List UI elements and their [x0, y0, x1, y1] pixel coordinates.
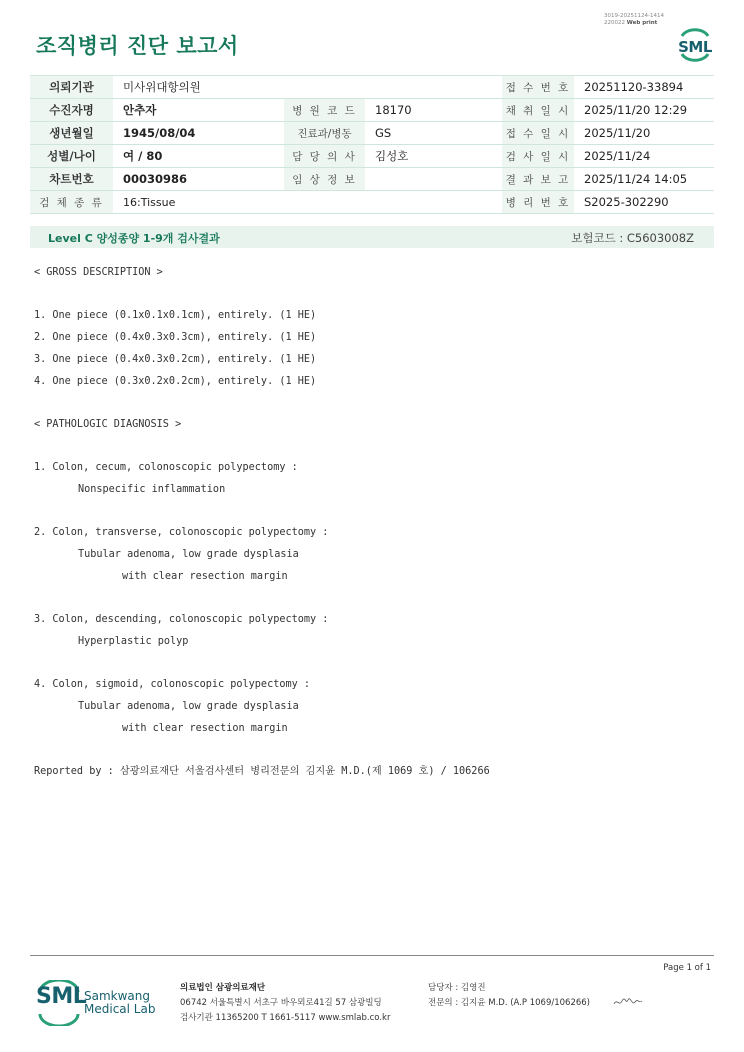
logo-line2: Medical Lab	[84, 1002, 156, 1016]
diagnosis-site: 3. Colon, descending, colonoscopic polypectomy :	[34, 614, 329, 626]
table-row	[30, 191, 714, 214]
gross-item: 3. One piece (0.4x0.3x0.2cm), entirely. (1 HE)	[34, 353, 317, 365]
path-no-label: 병 리 번 호	[502, 191, 574, 214]
hospital-code-label: 병 원 코 드	[284, 99, 365, 122]
page-number: Page 1 of 1	[663, 963, 711, 973]
dept-value: GS	[365, 122, 502, 145]
dept-label: 진료과/병동	[284, 122, 365, 145]
diagnosis-site: 4. Colon, sigmoid, colonoscopic polypectomy :	[34, 679, 311, 691]
table-row	[30, 99, 714, 122]
clinical-value	[365, 168, 502, 191]
band-title: Level C 양성종양 1-9개 검사결과	[48, 232, 220, 245]
patient-info-table	[30, 75, 714, 214]
specialist: 전문의 : 김지윤 M.D. (A.P 1069/106266)	[428, 998, 590, 1008]
specimen-value: 16:Tissue	[113, 191, 502, 214]
specimen-label: 검 체 종 류	[30, 191, 113, 214]
report-title: 조직병리 진단 보고서	[36, 34, 239, 58]
collect-date-label: 채 취 일 시	[502, 99, 574, 122]
gross-item: 1. One piece (0.1x0.1x0.1cm), entirely. (1 HE)	[34, 310, 317, 322]
requester-value: 미사위대항의원	[113, 76, 502, 99]
reported-by: Reported by : 삼광의료재단 서울검사센터 병리전문의 김지윤 M.D.(제 1069 호) / 106266	[34, 766, 490, 778]
receipt-date-value: 2025/11/20	[574, 122, 714, 145]
diagnosis-site: 2. Colon, transverse, colonoscopic polypectomy :	[34, 527, 329, 539]
diagnosis-margin: with clear resection margin	[122, 722, 288, 734]
sml-logo-top	[676, 26, 714, 62]
org-address: 06742 서울특별시 서초구 바우뫼로41길 57 삼광빌딩	[180, 998, 382, 1008]
print-code: 220022	[604, 20, 625, 26]
logo-line1: Samkwang	[84, 989, 150, 1003]
exam-date-value: 2025/11/24	[574, 145, 714, 168]
requester-label: 의뢰기관	[30, 76, 113, 99]
print-label: Web print	[626, 20, 658, 26]
gross-item: 2. One piece (0.4x0.3x0.3cm), entirely. (1 HE)	[34, 332, 317, 344]
chart-value: 00030986	[113, 168, 284, 191]
diagnosis-margin: with clear resection margin	[122, 570, 288, 582]
hospital-code-value: 18170	[365, 99, 502, 122]
footer-divider	[30, 955, 714, 956]
patient-label: 수진자명	[30, 99, 113, 122]
insurance-code: 보험코드 : C5603008Z	[571, 231, 694, 245]
table-row	[30, 122, 714, 145]
collect-date-value: 2025/11/20 12:29	[574, 99, 714, 122]
birth-value: 1945/08/04	[113, 122, 284, 145]
table-row	[30, 145, 714, 168]
doctor-label: 담 당 의 사	[284, 145, 365, 168]
manager: 담당자 : 김영진	[428, 983, 486, 993]
org-name: 의료법인 삼광의료재단	[180, 983, 266, 993]
footer-org-info	[180, 981, 390, 1026]
diagnosis-finding: Hyperplastic polyp	[78, 635, 189, 647]
logo-text: SML	[678, 38, 712, 56]
logo-sml-text: SML	[36, 984, 87, 1009]
result-date-label: 결 과 보 고	[502, 168, 574, 191]
table-row	[30, 76, 714, 99]
footer-staff-info	[428, 981, 590, 1011]
doctor-value: 김성호	[365, 145, 502, 168]
print-id: 3019-20251124-1414	[604, 13, 664, 19]
chart-label: 차트번호	[30, 168, 113, 191]
sex-age-label: 성별/나이	[30, 145, 113, 168]
signature-icon	[612, 995, 644, 1009]
diagnosis-finding: Tubular adenoma, low grade dysplasia	[78, 549, 299, 561]
diagnosis-heading: < PATHOLOGIC DIAGNOSIS >	[34, 418, 182, 430]
receipt-date-label: 접 수 일 시	[502, 122, 574, 145]
org-contact: 검사기관 11365200 T 1661-5117 www.smlab.co.kr	[180, 1013, 391, 1023]
receipt-no-label: 접 수 번 호	[502, 76, 574, 99]
result-date-value: 2025/11/24 14:05	[574, 168, 714, 191]
diagnosis-finding: Nonspecific inflammation	[78, 484, 226, 496]
diagnosis-site: 1. Colon, cecum, colonoscopic polypectomy :	[34, 462, 298, 474]
patient-value: 안추자	[113, 99, 284, 122]
path-no-value: S2025-302290	[574, 191, 714, 214]
samkwang-logo	[36, 980, 156, 1026]
print-meta	[604, 13, 664, 27]
table-row	[30, 168, 714, 191]
logo-name	[84, 990, 155, 1016]
gross-item: 4. One piece (0.3x0.2x0.2cm), entirely. (1 HE)	[34, 375, 317, 387]
report-body	[34, 262, 490, 783]
clinical-label: 임 상 정 보	[284, 168, 365, 191]
exam-date-label: 검 사 일 시	[502, 145, 574, 168]
birth-label: 생년월일	[30, 122, 113, 145]
receipt-no-value: 20251120-33894	[574, 76, 714, 99]
gross-heading: < GROSS DESCRIPTION >	[34, 267, 163, 278]
sex-age-value: 여 / 80	[113, 145, 284, 168]
diagnosis-finding: Tubular adenoma, low grade dysplasia	[78, 701, 299, 713]
